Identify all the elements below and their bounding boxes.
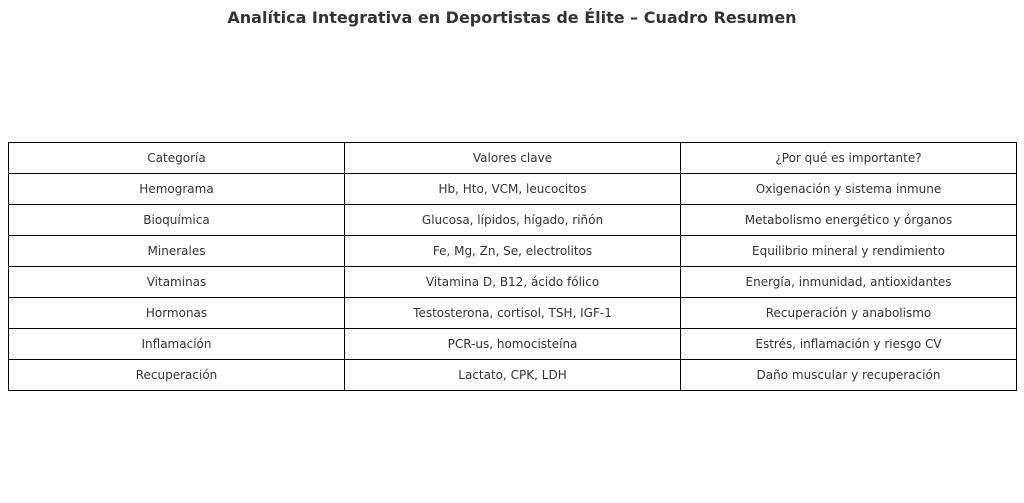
table-cell-key-values: Hb, Hto, VCM, leucocitos — [345, 174, 681, 205]
table-cell-key-values: Vitamina D, B12, ácido fólico — [345, 267, 681, 298]
table-cell-key-values: Glucosa, lípidos, hígado, riñón — [345, 205, 681, 236]
table-cell-category: Inflamación — [9, 329, 345, 360]
table-cell-key-values: Fe, Mg, Zn, Se, electrolitos — [345, 236, 681, 267]
column-header-key-values: Valores clave — [345, 143, 681, 174]
table-row — [9, 360, 1017, 391]
table-cell-category: Vitaminas — [9, 267, 345, 298]
column-header-category: Categoría — [9, 143, 345, 174]
table-cell-key-values: PCR-us, homocisteína — [345, 329, 681, 360]
table-row — [9, 236, 1017, 267]
chart-title: Analítica Integrativa en Deportistas de Élite – Cuadro Resumen — [227, 8, 797, 27]
table-cell-importance: Energía, inmunidad, antioxidantes — [681, 267, 1017, 298]
table-cell-importance: Metabolismo energético y órganos — [681, 205, 1017, 236]
table-row — [9, 174, 1017, 205]
table-cell-importance: Oxigenación y sistema inmune — [681, 174, 1017, 205]
table-cell-key-values: Testosterona, cortisol, TSH, IGF-1 — [345, 298, 681, 329]
table-cell-category: Minerales — [9, 236, 345, 267]
table-header-row — [9, 143, 1017, 174]
table-cell-category: Recuperación — [9, 360, 345, 391]
table-row — [9, 298, 1017, 329]
summary-table — [8, 142, 1017, 391]
table-cell-category: Hormonas — [9, 298, 345, 329]
table-cell-category: Bioquímica — [9, 205, 345, 236]
table-row — [9, 329, 1017, 360]
column-header-importance: ¿Por qué es importante? — [681, 143, 1017, 174]
table-cell-importance: Recuperación y anabolismo — [681, 298, 1017, 329]
table-row — [9, 267, 1017, 298]
table-cell-importance: Equilibrio mineral y rendimiento — [681, 236, 1017, 267]
table-cell-category: Hemograma — [9, 174, 345, 205]
table-cell-importance: Estrés, inflamación y riesgo CV — [681, 329, 1017, 360]
table-row — [9, 205, 1017, 236]
table-cell-key-values: Lactato, CPK, LDH — [345, 360, 681, 391]
table-cell-importance: Daño muscular y recuperación — [681, 360, 1017, 391]
